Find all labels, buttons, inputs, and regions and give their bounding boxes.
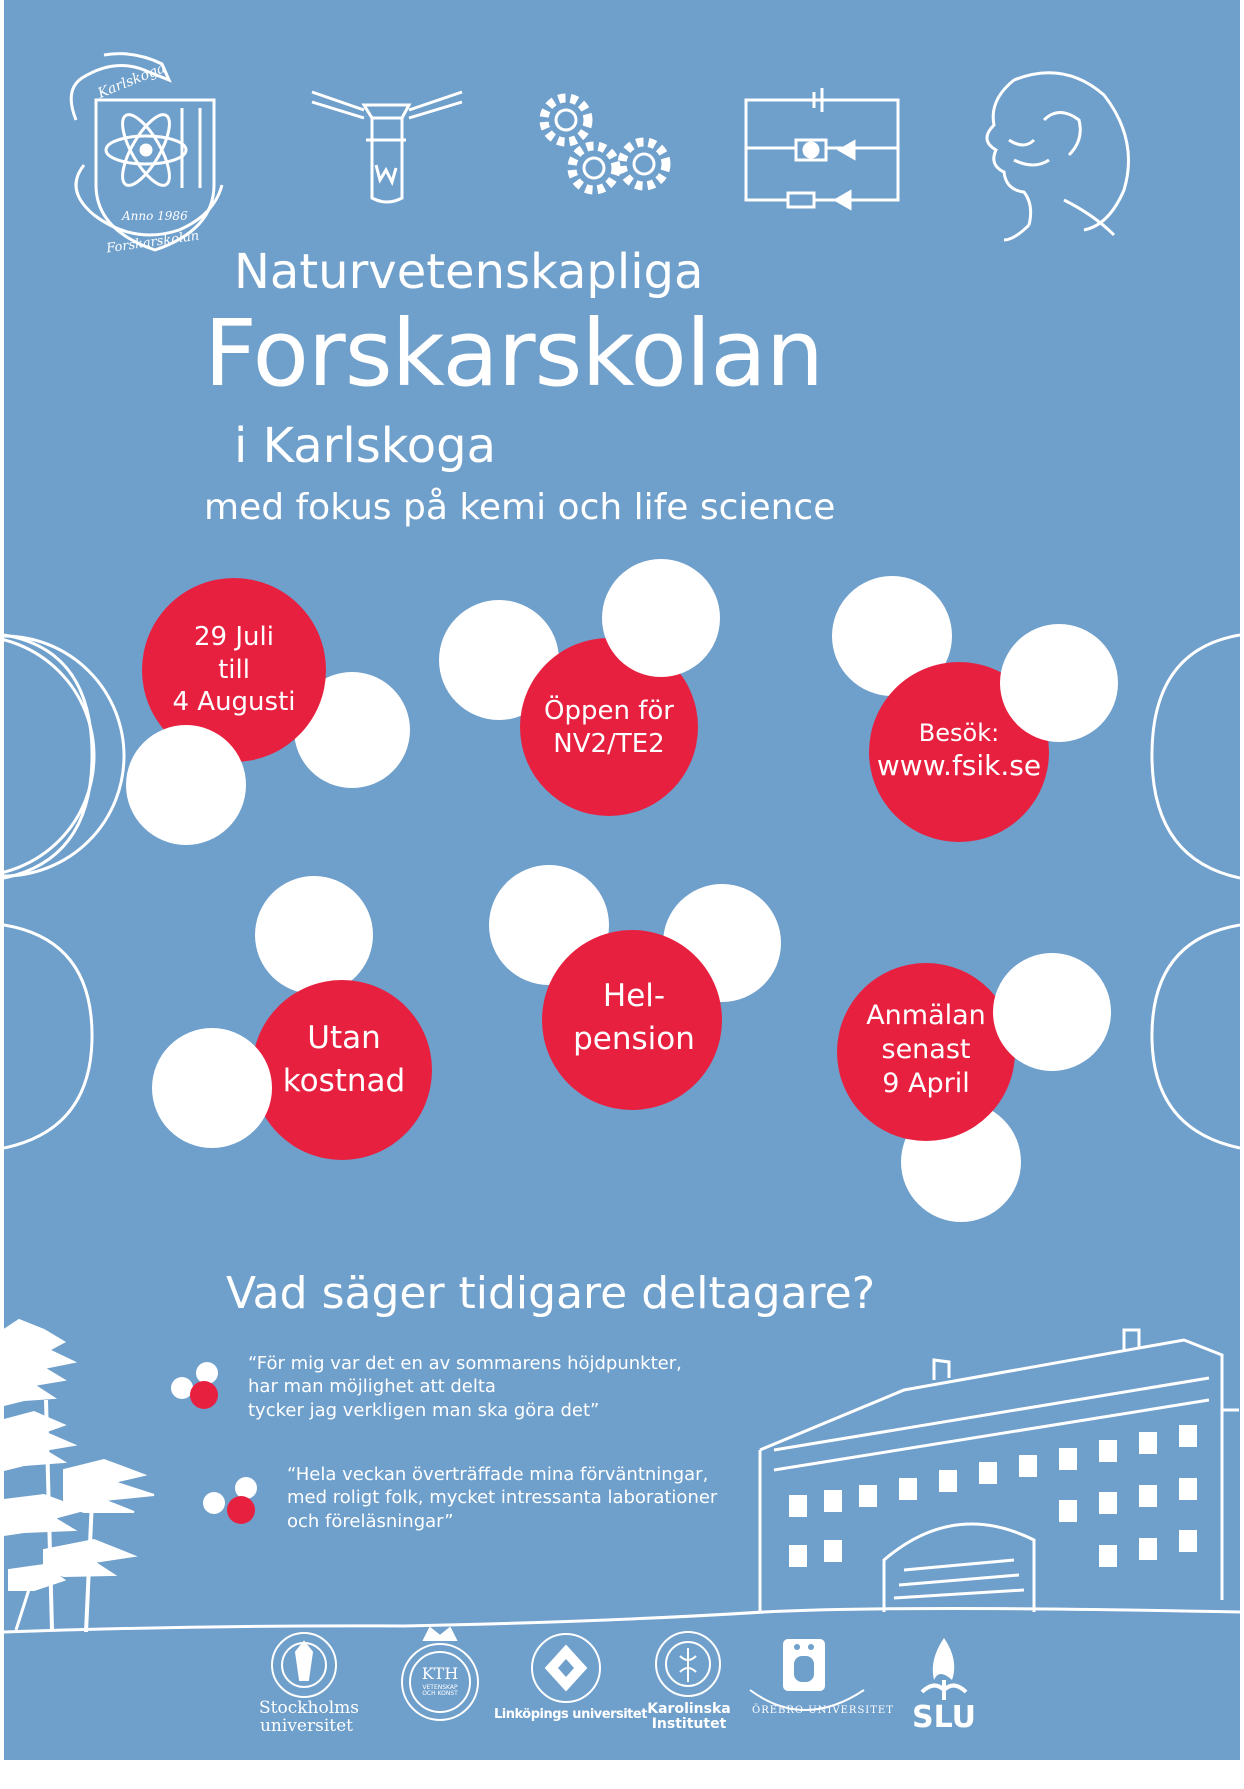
quote-2-line1: “Hela veckan överträffade mina förväntningar, [287,1464,709,1485]
crest-bottom-text: Forskarskolan [105,228,201,257]
quote-bullet-1 [171,1362,218,1409]
crest-banner-text: Karlskoga [95,60,168,102]
info-circle-dates-line1: 29 Juli [194,622,274,653]
slu-line1: SLU [911,1700,976,1735]
testimonials-heading: Vad säger tidigare deltagare? [226,1268,876,1319]
info-circle-deadline-line1: Anmälan [866,1000,986,1032]
kth-line2: VETENSKAP [422,1683,458,1691]
lab-apparatus-icon [312,92,462,202]
quote-bullet-2 [203,1477,257,1524]
info-circle-visit-url: www.fsik.se [876,749,1042,782]
karolinska-line2: Institutet [651,1715,727,1732]
quote-1-line3: tycker jag verkligen man ska göra det” [248,1399,600,1421]
title-subtitle: med fokus på kemi och life science [204,487,836,528]
trees-illustration [4,1320,154,1632]
orebro-arc-text: ÖREBRO UNIVERSITET [752,1705,894,1716]
info-circle-deadline-line2: senast [881,1034,971,1066]
stockholm-line1: Stockholms [259,1698,359,1718]
kth-line1: KTH [421,1664,459,1683]
karolinska-logo [644,1702,734,1731]
scientist-portrait-icon [987,73,1129,240]
kth-line3: OCH KONST [422,1690,458,1698]
building-illustration [760,1330,1239,1612]
stockholm-line2: universitet [259,1715,353,1736]
info-circle-dates-line2: till [218,654,250,685]
info-circle-dates [154,600,314,740]
circuit-diagram-icon [746,88,898,208]
testimonial-quote-2 [287,1463,717,1533]
quote-1-line2: har man möjlighet att delta [248,1376,496,1398]
building-windows [789,1425,1197,1567]
building-entrance [884,1524,1034,1612]
info-circle-free-line1: Utan [307,1020,381,1057]
info-circle-deadline-line3: 9 April [882,1067,970,1099]
slu-logo [922,1638,966,1700]
karolinska-line1: Karolinska [647,1701,731,1717]
stockholm-university-logo [259,1698,359,1736]
ground-line [4,1609,1240,1633]
info-circle-board-line2: pension [573,1021,695,1057]
info-circle-visit-line1: Besök: [918,719,1000,747]
quote-2-line3: och föreläsningar” [287,1510,454,1532]
info-circle-board-line1: Hel- [602,978,666,1015]
orebro-university-logo [750,1640,864,1710]
title-location: i Karlskoga [234,418,497,474]
info-circle-open-line2: NV2/TE2 [553,728,665,759]
info-circle-free-line2: kostnad [282,1063,406,1099]
page-title: Forskarskolan [204,300,824,407]
info-circle-full-board [554,968,714,1068]
crest-anno-text: Anno 1986 [122,209,188,223]
info-circle-open-for [529,685,689,770]
poster [4,0,1240,1760]
info-circle-deadline [846,990,1006,1110]
linkoping-line1: Linköpings universitet [494,1707,647,1722]
title-prefix: Naturvetenskapliga [234,244,704,300]
info-circle-free [264,1010,424,1110]
linkoping-university-logo [494,1707,647,1722]
info-circle-open-line1: Öppen för [544,696,674,726]
info-circle-dates-line3: 4 Augusti [172,687,296,718]
testimonial-quote-1 [248,1352,682,1422]
slu-logo-text [904,1702,984,1734]
quote-1-line1: “För mig var det en av sommarens höjdpunkter, [248,1353,682,1374]
info-circle-visit [869,708,1049,793]
linkoping-university-seal [532,1634,600,1702]
kth-logo [410,1666,470,1697]
stockholm-university-seal [272,1633,336,1697]
quote-2-line2: med roligt folk, mycket intressanta laborationer [287,1487,718,1509]
karolinska-seal [656,1632,720,1696]
